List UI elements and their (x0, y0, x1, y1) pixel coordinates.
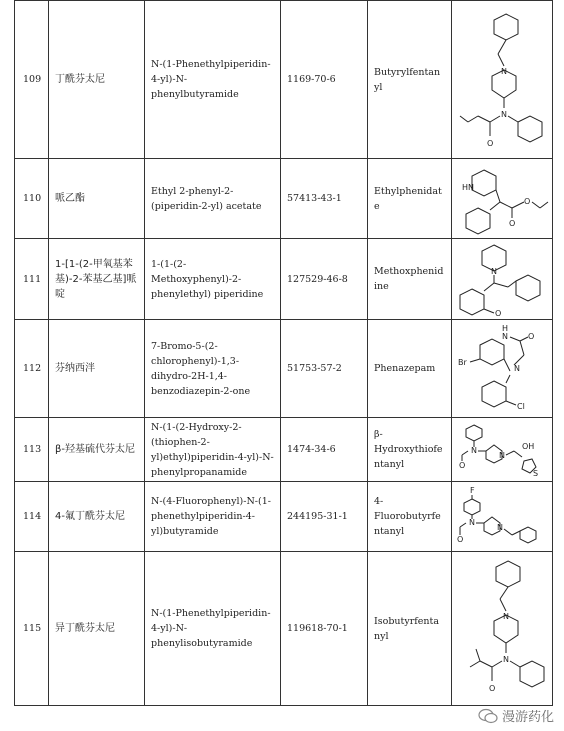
cas-number: 1169-70-6 (281, 1, 368, 159)
structure-115 (454, 555, 550, 703)
row-number: 112 (15, 320, 49, 418)
row-number: 114 (15, 482, 49, 552)
atom-o: O (487, 138, 494, 148)
atom-oh: OH (522, 441, 535, 451)
atom-o: O (459, 460, 466, 470)
structure-cell (452, 159, 553, 239)
chinese-name: 芬纳西泮 (49, 320, 145, 418)
wechat-icon (478, 708, 498, 724)
iupac-name: N-(1-Phenethylpiperidin-4-yl)-N-phenylisobutyramide (145, 552, 281, 706)
atom-o: O (457, 534, 464, 544)
atom-n: N (514, 363, 520, 373)
row-number: 110 (15, 159, 49, 239)
watermark (478, 706, 554, 725)
iupac-name: N-(4-Fluorophenyl)-N-(1-phenethylpiperidin-4-yl)butyramide (145, 482, 281, 552)
cas-number: 1474-34-6 (281, 418, 368, 482)
atom-n2: N (503, 654, 509, 664)
cas-number: 57413-43-1 (281, 159, 368, 239)
structure-111 (454, 241, 550, 317)
table-row (15, 552, 553, 706)
atom-o1: O (509, 218, 516, 228)
chinese-name: 4-氟丁酰芬太尼 (49, 482, 145, 552)
substance-table (14, 0, 553, 706)
atom-nh: HN (462, 182, 474, 192)
atom-n1: N (501, 66, 507, 76)
chinese-name: 丁酰芬太尼 (49, 1, 145, 159)
cas-number: 244195-31-1 (281, 482, 368, 552)
row-number: 111 (15, 239, 49, 320)
atom-n2: N (499, 450, 505, 460)
atom-n1: N (471, 445, 477, 455)
chinese-name: 哌乙酯 (49, 159, 145, 239)
english-name: 4-Fluorobutyrfentanyl (368, 482, 452, 552)
structure-cell (452, 482, 553, 552)
atom-s: S (533, 468, 539, 478)
table-row (15, 418, 553, 482)
atom-nh: N (502, 331, 508, 341)
atom-cl: Cl (517, 401, 525, 411)
structure-cell (452, 320, 553, 418)
atom-o: O (489, 683, 496, 693)
atom-n2: N (497, 522, 503, 532)
atom-n1: N (503, 611, 509, 621)
structure-cell (452, 239, 553, 320)
table-row (15, 239, 553, 320)
atom-o: O (528, 331, 535, 341)
english-name: Butyrylfentanyl (368, 1, 452, 159)
cas-number: 119618-70-1 (281, 552, 368, 706)
structure-109 (454, 4, 550, 156)
row-number: 115 (15, 552, 49, 706)
atom-n2: N (501, 109, 507, 119)
iupac-name: Ethyl 2-phenyl-2-(piperidin-2-yl) acetate (145, 159, 281, 239)
chinese-name: 异丁酰芬太尼 (49, 552, 145, 706)
atom-h: H (502, 323, 509, 333)
structure-112 (454, 323, 550, 415)
structure-cell (452, 1, 553, 159)
iupac-name: N-(1-(2-Hydroxy-2-(thiophen-2-yl)ethyl)piperidin-4-yl)-N-phenylpropanamide (145, 418, 281, 482)
structure-cell (452, 418, 553, 482)
structure-114 (454, 485, 550, 549)
english-name: Phenazepam (368, 320, 452, 418)
table-row (15, 1, 553, 159)
structure-cell (452, 552, 553, 706)
iupac-name: N-(1-Phenethylpiperidin-4-yl)-N-phenylbutyramide (145, 1, 281, 159)
english-name: Ethylphenidate (368, 159, 452, 239)
english-name: Isobutyrfentanyl (368, 552, 452, 706)
table-row (15, 482, 553, 552)
structure-113 (454, 421, 550, 479)
atom-br: Br (458, 357, 467, 367)
table-row (15, 159, 553, 239)
row-number: 113 (15, 418, 49, 482)
iupac-name: 7-Bromo-5-(2-chlorophenyl)-1,3-dihydro-2H-1,4-benzodiazepin-2-one (145, 320, 281, 418)
watermark-text: 漫游药化 (501, 710, 554, 725)
atom-o: O (495, 309, 502, 317)
structure-110 (454, 162, 550, 236)
cas-number: 51753-57-2 (281, 320, 368, 418)
atom-o2: O (524, 196, 531, 206)
table-row (15, 320, 553, 418)
atom-n: N (491, 267, 497, 276)
cas-number: 127529-46-8 (281, 239, 368, 320)
row-number: 109 (15, 1, 49, 159)
atom-n1: N (469, 517, 475, 527)
english-name: Methoxphenidine (368, 239, 452, 320)
chinese-name: 1-[1-(2-甲氧基苯基)-2-苯基乙基]哌啶 (49, 239, 145, 320)
english-name: β-Hydroxythiofentanyl (368, 418, 452, 482)
chinese-name: β-羟基硫代芬太尼 (49, 418, 145, 482)
iupac-name: 1-(1-(2-Methoxyphenyl)-2-phenylethyl) piperidine (145, 239, 281, 320)
atom-f: F (470, 485, 475, 495)
